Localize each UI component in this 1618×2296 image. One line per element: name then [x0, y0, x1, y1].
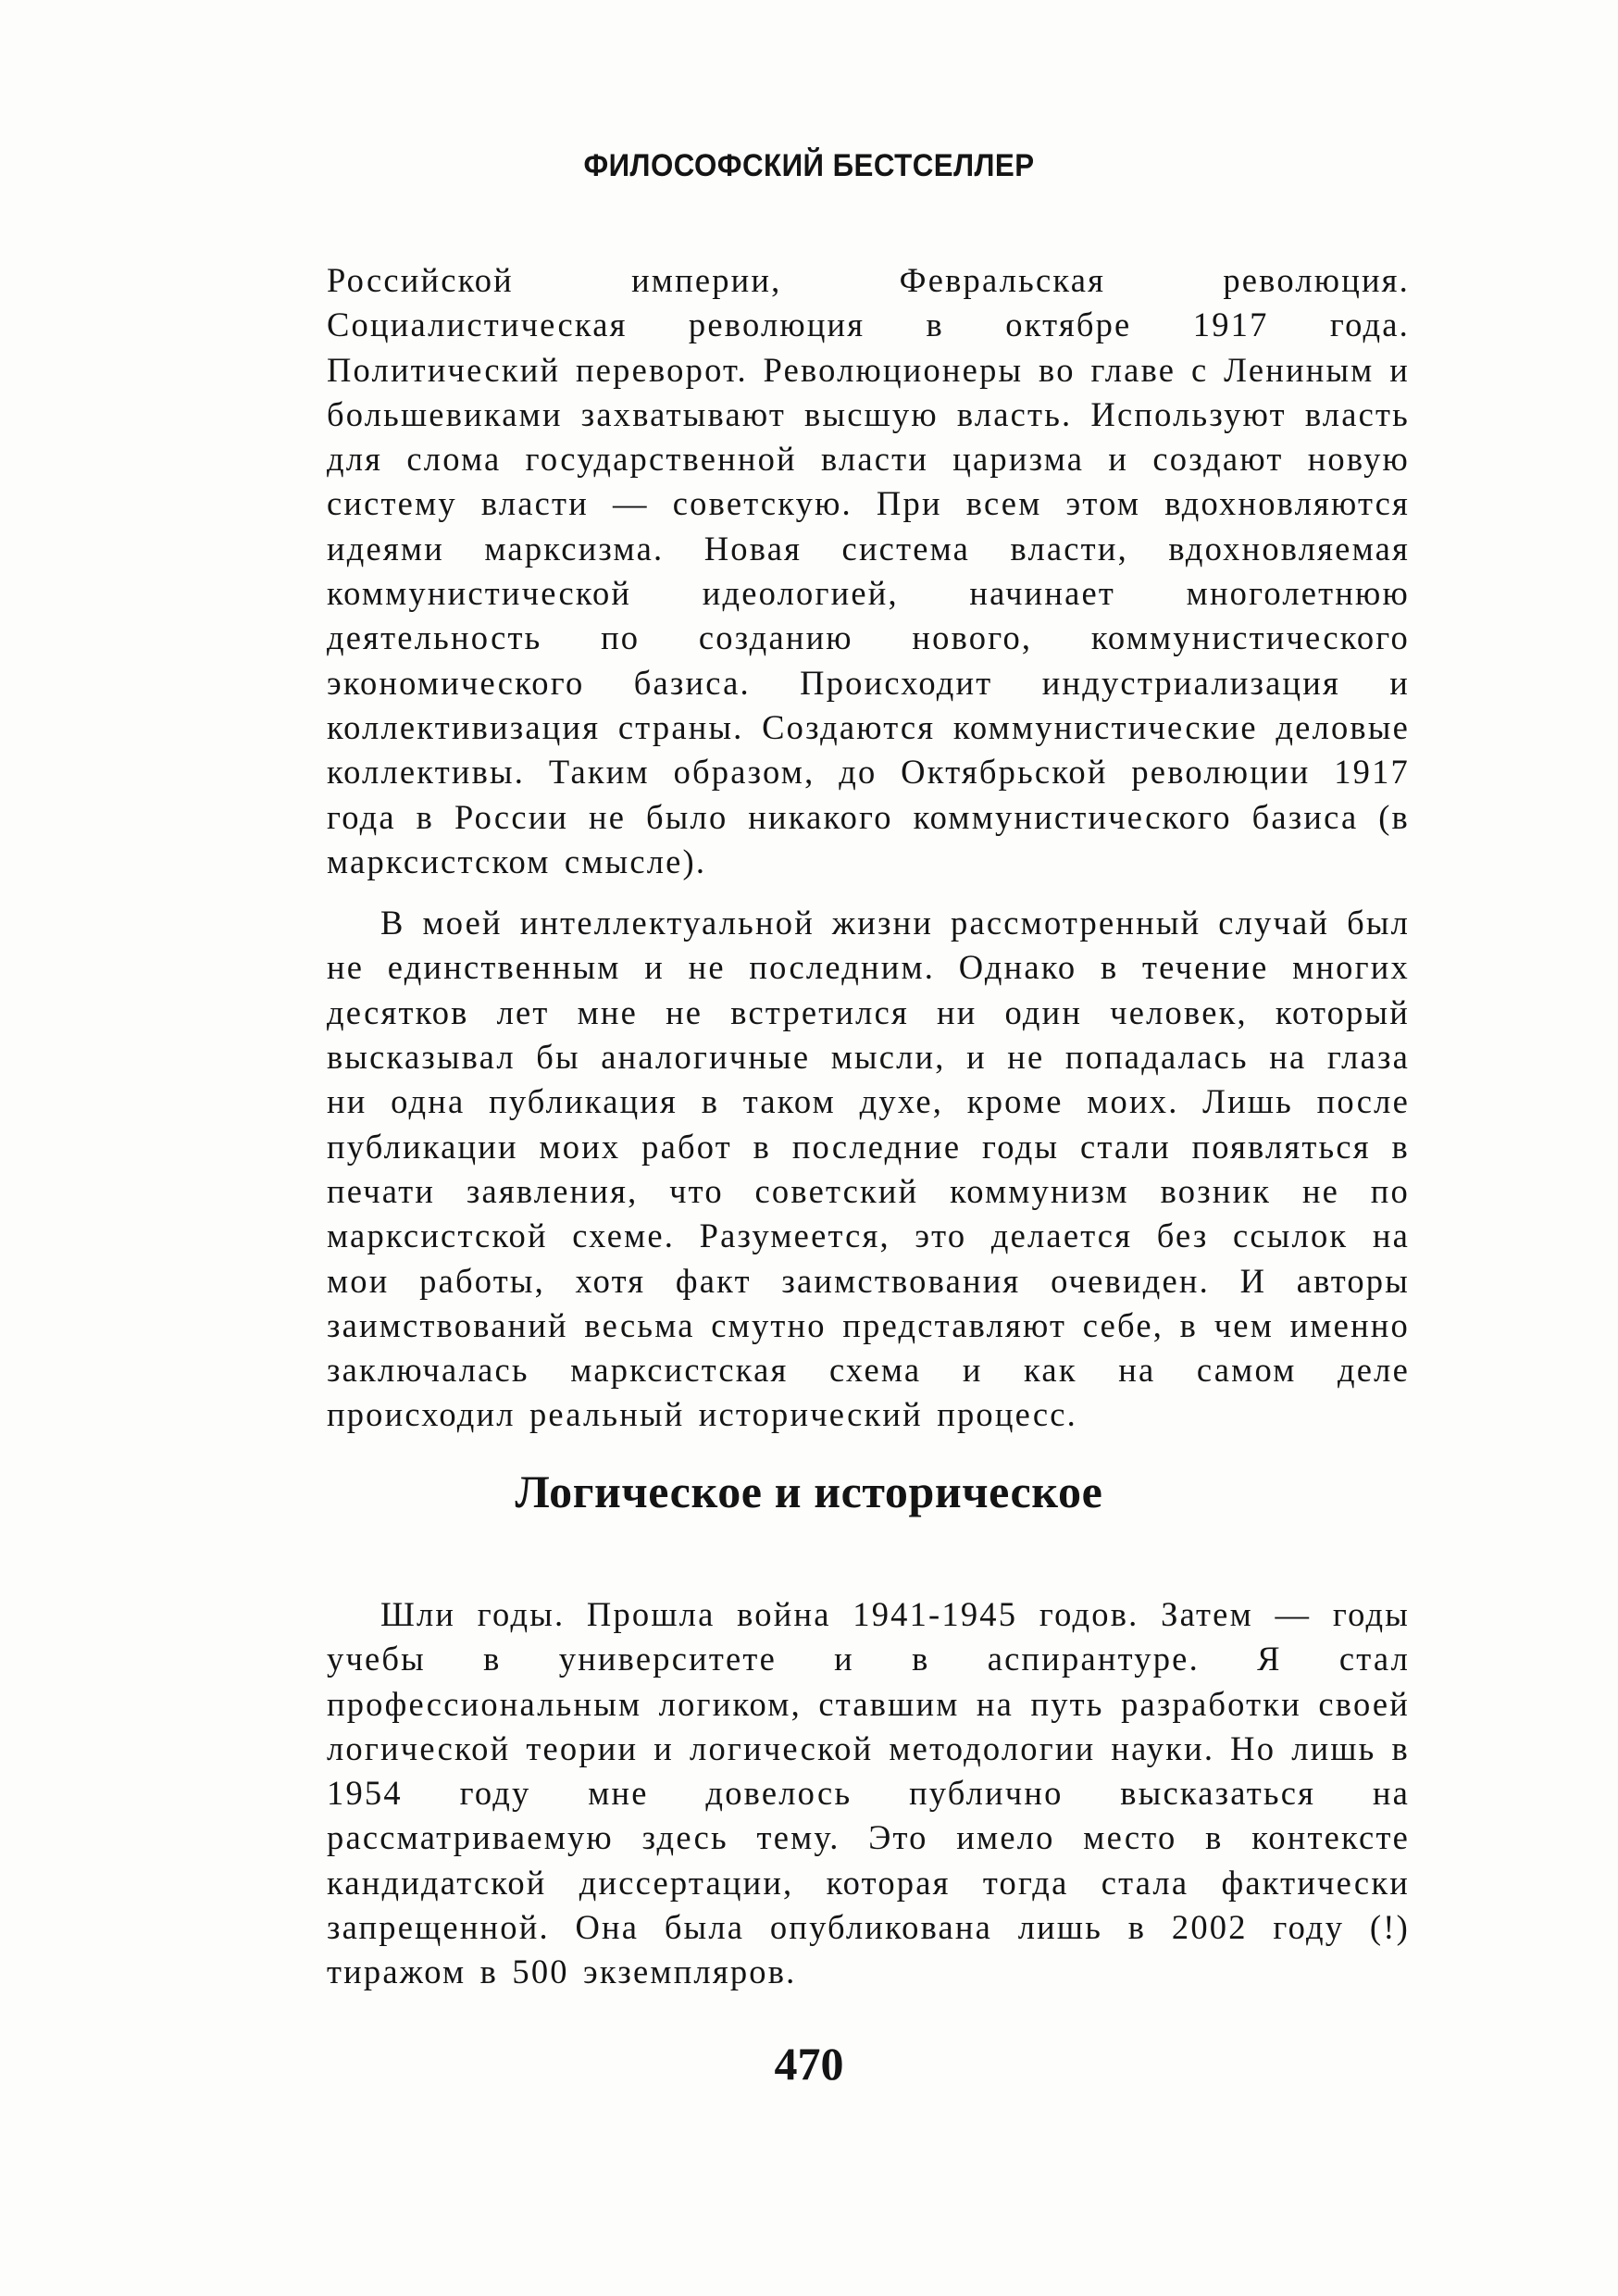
paragraph: В моей интеллектуальной жизни рассмотренный случай был не единственным и не последним. Однако в течение многих десятков лет мне не встретился ни один человек, который высказывал бы аналогичные мысли, и не попадалась на глаза ни одна публикация в таком духе, кроме моих. Лишь после публикации моих работ в последние годы стали появляться в печати заявления, что советский коммунизм возник не по марксистской схеме. Разумеется, это делается без ссылок на мои работы, хотя факт заимствования очевиден. И авторы заимствований весьма смутно представляют себе, в чем именно заключалась марксистская схема и как на самом деле происходил реальный исторический процесс.	[327, 904, 1410, 1434]
page-number: 470	[774, 2038, 844, 2090]
running-head: ФИЛОСОФСКИЙ БЕСТСЕЛЛЕР	[583, 148, 1035, 183]
section-body-text	[327, 1592, 1410, 1995]
paragraph-continuation: Российской империи, Февральская революция. Социалистическая революция в октябре 1917 года. Политический переворот. Революционеры во главе с Лениным и большевиками захватывают высшую власть. Используют власть для слома государственной власти царизма и создают новую систему власти — советскую. При всем этом вдохновляются идеями марксизма. Новая система власти, вдохновляемая коммунистической идеологией, начинает многолетнюю деятельность по созданию нового, коммунистического экономического базиса. Происходит индустриализация и коллективизация страны. Создаются коммунистические деловые коллективы. Таким образом, до Октябрьской революции 1917 года в России не было никакого коммунистического базиса (в марксистском смысле).	[327, 261, 1410, 880]
section-heading: Логическое и историческое	[515, 1466, 1103, 1517]
body-text	[327, 258, 1410, 1438]
paragraph: Шли годы. Прошла война 1941-1945 годов. Затем — годы учебы в университете и в аспирантуре. Я стал профессиональным логиком, ставшим на путь разработки своей логической теории и логической методологии науки. Но лишь в 1954 году мне довелось публично высказаться на рассматриваемую здесь тему. Это имело место в контексте кандидатской диссертации, которая тогда стала фактически запрещенной. Она была опубликована лишь в 2002 году (!) тиражом в 500 экземпляров.	[327, 1595, 1410, 1991]
